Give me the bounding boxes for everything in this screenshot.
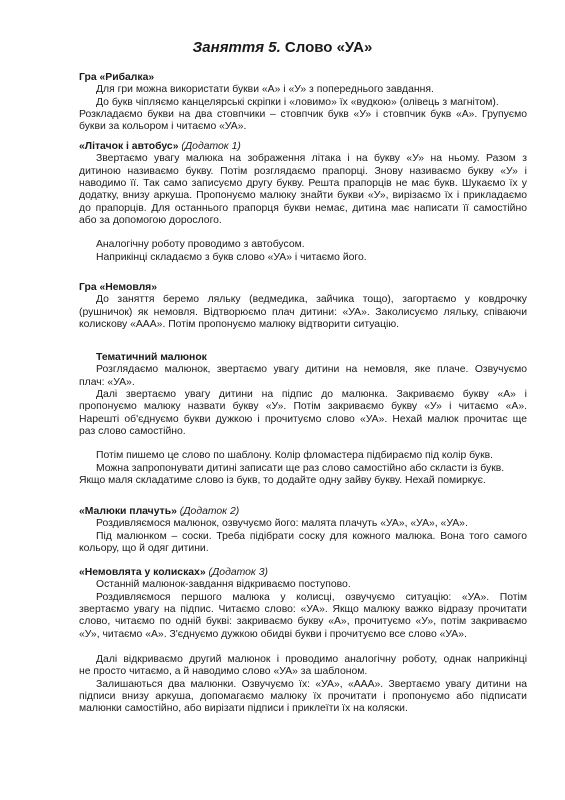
section-heading: Гра «Рибалка»: [79, 72, 155, 83]
paragraph-line: плач: «УА».: [79, 376, 135, 388]
paragraph-line: Можна запропонувати дитині записати ще раз слово самостійно або скласти із букв.: [96, 462, 505, 474]
section-heading: «Немовлята у колисках»: [79, 567, 206, 578]
section-heading: «Малюки плачуть»: [79, 506, 177, 517]
paragraph-line: слово, читаємо по одній букві: закриваємо букву «А», прочитуємо «У», потім закриваємо: [79, 616, 527, 628]
section-tematychnyi-maliunok: [79, 352, 527, 487]
page-title: [0, 39, 565, 57]
paragraph-line: Далі звертаємо увагу дитини на підпис до малюнка. Закриваємо букву «А» і: [96, 389, 527, 401]
paragraph-line: Роздивляємося першого малюка у колисці, озвучуємо ситуацію: «УА». Потім: [96, 591, 527, 603]
paragraph-line: (рушничок) як немовля. Відтворюємо плач дитини: «УА». Заколисуємо ляльку, співаючи: [79, 306, 527, 318]
paragraph-line: малюнки самостійно, або вирізати підписи і приклеїти їх на коляски.: [79, 703, 408, 715]
appendix-note: (Додаток 2): [179, 506, 240, 517]
section-heading: Гра «Немовля»: [79, 282, 158, 293]
paragraph-line: букви за кольором і читаємо «УА».: [79, 121, 247, 133]
paragraph-line: звертаємо увагу на підпис. Читаємо слово: «УА». Якщо малюку важко відразу прочитати: [79, 604, 527, 616]
section-litachok: [79, 141, 527, 264]
paragraph-line: Під малюнком – соски. Треба підібрати соску для кожного малюка. Вона того самого: [96, 530, 527, 542]
paragraph-line: Якщо маля складатиме слово із букв, то додайте одну зайву букву. Нехай помиркує.: [79, 475, 486, 487]
paragraph-line: Наприкінці складаємо з букв слово «УА» і читаємо його.: [96, 251, 367, 263]
section-nemovliata-u-koliskakh: [79, 567, 527, 716]
paragraph-line: Залишаються два малюнки. Озвучуємо їх: «УА», «ААА». Звертаємо увагу дитини на: [96, 678, 527, 690]
paragraph-line: раз слово самостійно.: [79, 426, 186, 438]
title-topic: Слово «УА»: [284, 39, 373, 56]
section-heading: Тематичний малюнок: [96, 352, 207, 363]
paragraph-line: Розглядаємо малюнок, звертаємо увагу дитини на немовля, яке плаче. Озвучуємо: [96, 364, 527, 376]
section-nemovlia: [79, 282, 527, 331]
paragraph-line: Аналогічну роботу проводимо з автобусом.: [96, 239, 305, 251]
paragraph-line: До букв чіпляємо канцелярські скріпки і «ловимо» їх «вудкою» (олівець з магнітом).: [96, 96, 499, 108]
section-heading: «Літачок і автобус»: [79, 141, 179, 152]
paragraph-line: пропонуємо малюку назвати букву «У». Потім закриваємо букву «У» і читаємо «А».: [79, 401, 527, 413]
paragraph-line: до прапорців. Для останнього прапорця букви немає, дитина має написати її самостійно: [79, 202, 527, 214]
paragraph-line: додатку, внизу аркуша. Пропонуємо малюку знайти букви «У», вирізаємо їх і прикладаємо: [79, 190, 527, 202]
paragraph-line: дитиною називаємо букву. Потім розглядаємо прапорці. Знову називаємо букву «У» і: [79, 165, 527, 177]
paragraph-line: або за допомогою дорослого.: [79, 215, 222, 227]
paragraph-line: Звертаємо увагу малюка на зображення літака і на букву «У» на ньому. Разом з: [96, 153, 527, 165]
paragraph-line: Розкладаємо букви на два стовпчики – стовпчик букв «У» і стовпчик букв «А». Групуємо: [79, 109, 527, 121]
paragraph-line: колискову «ААА». Потім пропонуємо малюку відтворити ситуацію.: [79, 319, 400, 331]
appendix-note: (Додаток 3): [208, 567, 268, 578]
paragraph-line: Потім пишемо це слово по шаблону. Колір фломастера підбираємо під колір букв.: [96, 450, 494, 462]
paragraph-line: наводимо її. Так само записуємо другу букву. Решта прапорців не має букв. Шукаємо їх у: [79, 178, 527, 190]
paragraph-line: не просто читаємо, а й наводимо слово «УА» за шаблоном.: [79, 666, 368, 678]
appendix-note: (Додаток 1): [181, 141, 241, 152]
paragraph-line: Для гри можна використати букви «А» і «У» з попереднього завдання.: [96, 84, 434, 96]
paragraph-line: кольору, що й одяг дитини.: [79, 543, 209, 555]
section-maliuky-plachut: [79, 506, 527, 555]
paragraph-line: Роздивляємося малюнок, озвучуємо його: малята плачуть «УА», «УА», «УА».: [96, 518, 468, 530]
paragraph-line: підписи внизу аркуша, допомагаємо малюку їх прочитати і пропонуємо або підписати: [79, 691, 527, 703]
section-rybalka: [79, 72, 527, 134]
title-lesson-number: Заняття 5.: [192, 39, 281, 56]
paragraph-line: До заняття беремо ляльку (ведмедика, зайчика тощо), загортаємо у ковдрочку: [96, 294, 527, 306]
paragraph-line: «У», читаємо «А». З'єднуємо дужкою обидві букви і прочитуємо все слово «УА».: [79, 628, 467, 640]
paragraph-line: Нарешті об'єднуємо букви дужкою і прочитуємо слово «УА». Нехай малюк прочитає ще: [79, 413, 527, 425]
paragraph-line: Останній малюнок-завдання відкриваємо поступово.: [96, 579, 351, 591]
paragraph-line: Далі відкриваємо другий малюнок і проводимо аналогічну роботу, однак наприкінці: [96, 654, 527, 666]
